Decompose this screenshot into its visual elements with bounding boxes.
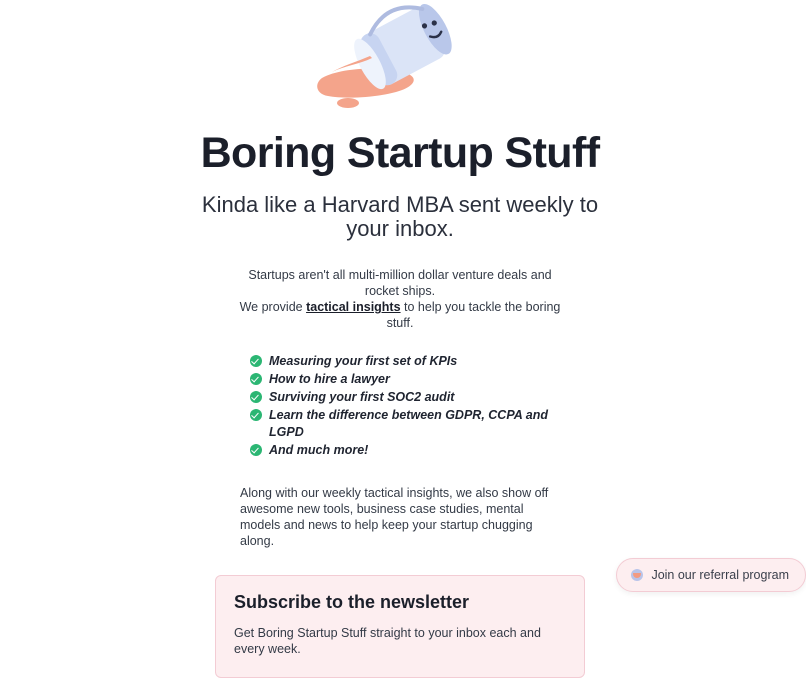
intro-paragraph	[230, 267, 570, 331]
referral-program-label: Join our referral program	[651, 568, 789, 582]
list-item	[250, 442, 550, 459]
check-circle-icon	[250, 373, 262, 385]
list-item-label: How to hire a lawyer	[269, 372, 390, 386]
list-item-label: Measuring your first set of KPIs	[269, 354, 458, 368]
list-item-label: And much more!	[269, 443, 369, 457]
list-item	[250, 353, 550, 370]
subscribe-title: Subscribe to the newsletter	[234, 592, 470, 612]
tactical-insights-link[interactable]: tactical insights	[306, 300, 401, 314]
intro-line-2-after: to help you tackle the boring stuff.	[386, 300, 561, 330]
list-item	[250, 389, 550, 406]
topic-list	[250, 353, 550, 459]
hero-illustration	[0, 0, 800, 116]
check-circle-icon	[250, 355, 262, 367]
page-title: Boring Startup Stuff	[200, 129, 600, 177]
check-circle-icon	[250, 409, 262, 421]
intro-line-2-before: We provide	[239, 300, 307, 314]
check-circle-icon	[250, 444, 262, 456]
spilled-paint-bucket-illustration	[310, 6, 490, 116]
list-item-label: Learn the difference between GDPR, CCPA and LGPD	[269, 408, 548, 439]
paint-bucket-icon	[631, 569, 643, 581]
intro-line-1: Startups aren't all multi-million dollar venture deals and rocket ships.	[248, 268, 552, 298]
list-item	[250, 371, 550, 388]
outro-paragraph: Along with our weekly tactical insights, we also show off awesome new tools, business case studies, mental models and news to help keep your startup chugging along.	[240, 486, 549, 548]
subscribe-card	[215, 575, 585, 678]
referral-program-button[interactable]	[616, 558, 806, 592]
page-subtitle: Kinda like a Harvard MBA sent weekly to your inbox.	[201, 192, 599, 241]
subscribe-description: Get Boring Startup Stuff straight to your inbox each and every week.	[234, 626, 541, 656]
check-circle-icon	[250, 391, 262, 403]
list-item	[250, 407, 550, 441]
list-item-label: Surviving your first SOC2 audit	[269, 390, 455, 404]
